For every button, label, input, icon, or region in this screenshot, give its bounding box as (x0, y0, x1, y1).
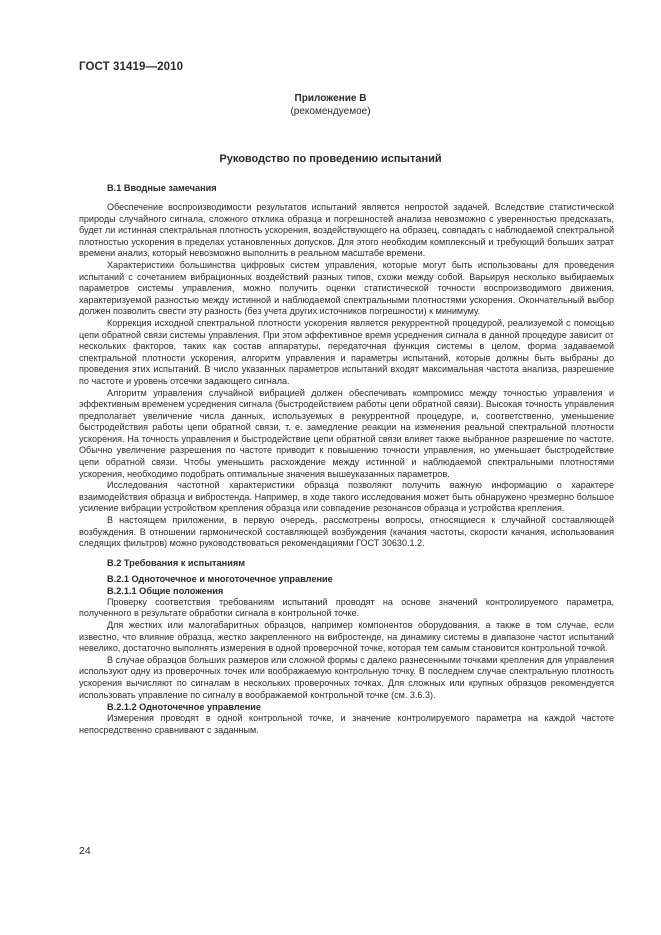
paragraph: Алгоритм управления случайной вибрацией должен обеспечивать компромисс между точностью управления и эффективным временем усреднения сигнала (быстродействием работы цепи обратной связи). Высокая точность управления предполагает увеличение числа данных, используемых в рекуррентной процедуре, и, соответственно, уменьшение быстродействия работы цепи обратной связи, т. е. замедление реакции на изменения реальной спектральной плотности ускорения. На точность управления и быстродействие цепи обратной связи влияет также выбранное разрешение по частоте. Обычно увеличение разрешения по частоте приводит к повышению точности управления, но уменьшает быстродействие цепи обратной связи. Чтобы уменьшить расхождение между истинной и наблюдаемой спектральными плотностями ускорения, необходимо подобрать оптимальные значения вышеуказанных параметров. (79, 387, 614, 479)
appendix-header (0, 92, 661, 118)
main-title: Руководство по проведению испытаний (219, 153, 442, 165)
paragraph: Характеристики большинства цифровых систем управления, которые могут быть использованы для проведения испытаний с сочетанием вибрационных воздействий разных типов, схожи между собой. Варьируя несколько выбираемых параметров системы управления, можно получить оценки статистической точности воспроизводимого движения, характеризуемой разностью между истинной и наблюдаемой спектральными плотностями ускорения. Окончательный выбор должен позволить свести эту разность (без учета других источников погрешности) к минимуму. (79, 259, 614, 317)
paragraph: Проверку соответствия требованиям испытаний проводят на основе значений контролируемого параметра, полученного в результате обработки сигнала в контрольной точке. (79, 596, 614, 619)
document-body (79, 182, 614, 736)
appendix-subtitle: (рекомендуемое) (290, 106, 371, 117)
paragraph: Коррекция исходной спектральной плотности ускорения является рекуррентной процедурой, реализуемой с помощью цепи обратной связи системы управления. При этом эффективное время усреднения сигнала в данной процедуре зависит от нескольких факторов, таких как состав аппаратуры, передаточная функция системы в целом, форма задаваемой спектральной плотности ускорения, алгоритм управления и параметры испытаний, которые должны быть выбраны до проведения этих испытаний. В число указанных параметров испытаний входят максимальная частота анализа, разрешение по частоте и уровень отсечки задающего сигнала. (79, 317, 614, 386)
paragraph: Обеспечение воспроизводимости результатов испытаний является непростой задачей. Вследствие статистической природы случайного сигнала, сложного отклика образца и погрешностей анализа невозможно с уверенностью предсказать, будет ли истинная спектральная плотность ускорения, воздействующего на образец, совпадать с наблюдаемой спектральной плотностью ускорения в пределах установленных допусков. Для этого необходим комплексный и требующий больших затрат времени анализ, который невозможно выполнить в реальном масштабе времени. (79, 202, 614, 259)
appendix-title: Приложение В (294, 93, 367, 104)
paragraph: Измерения проводят в одной контрольной точке, и значение контролируемого параметра на каждой частоте непосредственно сравнивают с заданным. (79, 713, 614, 735)
section-heading-b2-1-2: В.2.1.2 Одноточечное управление (107, 702, 262, 713)
paragraph: Исследования частотной характеристики образца позволяют получить важную информацию о характере взаимодействия образца и вибростенда. Например, в ходе такого исследования может быть обнаружено чрезмерно большое усиление вибрации устройством крепления образца или совпадение резонансов образца и устройства крепления. (79, 480, 614, 514)
page-number: 24 (79, 845, 91, 857)
section-heading-b2-1: В.2.1 Одноточечное и многоточечное управление (107, 573, 333, 584)
section-heading-b2: В.2 Требования к испытаниям (107, 557, 246, 568)
section-heading-b2-1-1: В.2.1.1 Общие положения (107, 585, 224, 596)
paragraph: В настоящем приложении, в первую очередь, рассмотрены вопросы, относящиеся к случайной составляющей возбуждения. В отношении гармонической составляющей возбуждения (качания частоты, скорости качания, использования следящих фильтров) можно руководствоваться рекомендациями ГОСТ 30630.1.2. (79, 515, 614, 549)
standard-code: ГОСТ 31419—2010 (79, 61, 184, 73)
section-heading-b1: В.1 Вводные замечания (107, 183, 217, 193)
paragraph: В случае образцов больших размеров или сложной формы с далеко разнесенными точками крепления для управления используют одну из проверочных точек или воображаемую контрольную точку. В последнем случае спектральную плотность ускорения вычисляют по сигналам в нескольких проверочных точках. Для сложных или крупных образцов рекомендуется использовать управление по сигналу в воображаемой контрольной точке (см. 3.6.3). (79, 654, 614, 700)
paragraph: Для жестких или малогабаритных образцов, например компонентов оборудования, а также в том случае, если известно, что влияние образца, жестко закрепленного на вибростенде, на динамику системы в диапазоне частот испытаний невелико, достаточно выполнять измерения в одной проверочной точке, которая тем самым становится контрольной точкой. (79, 620, 614, 654)
